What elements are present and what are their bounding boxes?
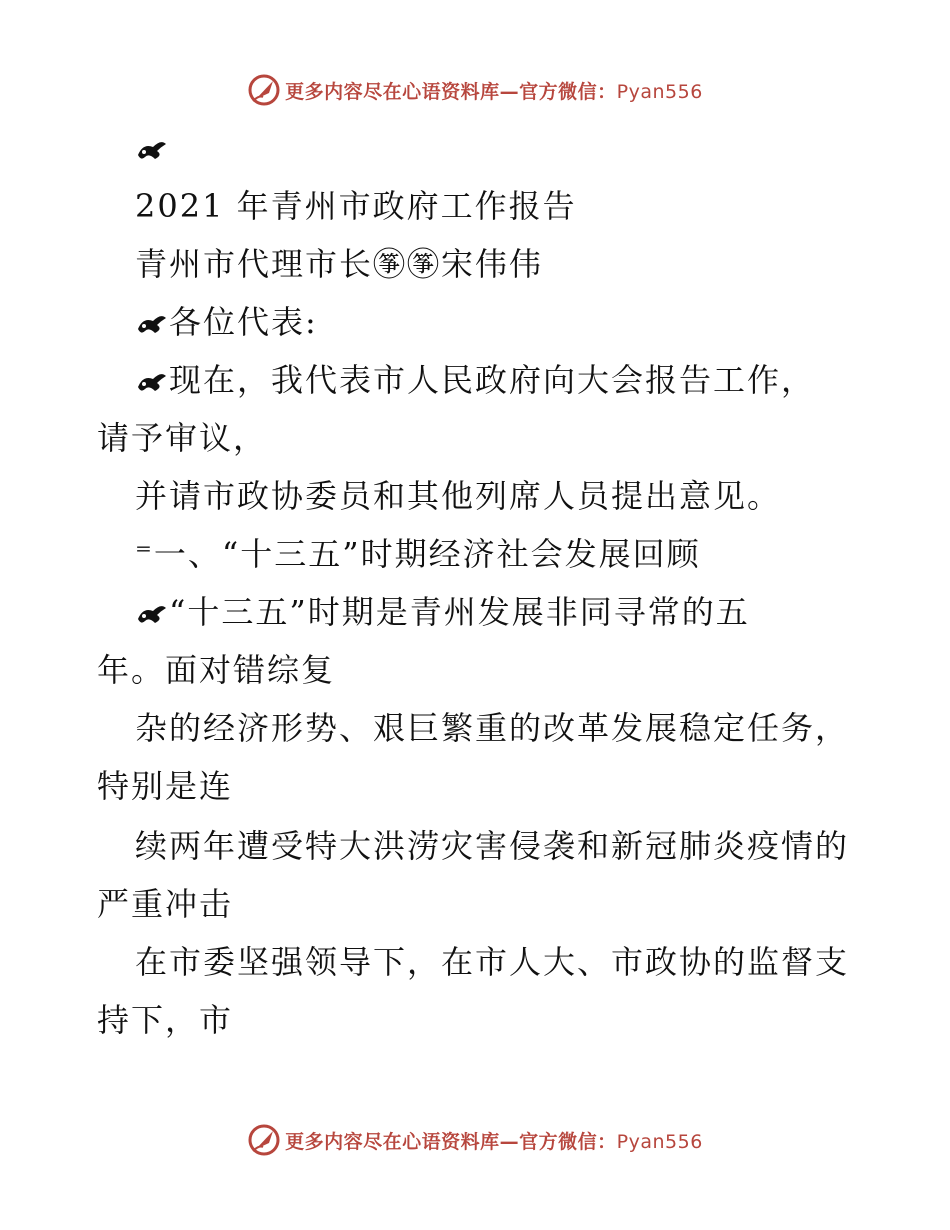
doc-line-salutation: 各位代表: <box>135 302 318 342</box>
fleuron-icon <box>135 135 169 163</box>
quill-logo-icon <box>247 73 281 107</box>
doc-line-15: 在市委坚强领导下，在市人大、市政协的监督支 <box>135 943 850 981</box>
doc-line-10: 年。面对错综复 <box>97 651 336 689</box>
doc-line-14: 严重冲击 <box>97 885 234 923</box>
doc-line-16: 持下，市 <box>97 1001 234 1039</box>
doc-line-13: 续两年遭受特大洪涝灾害侵袭和新冠肺炎疫情的 <box>135 827 850 865</box>
doc-line-6: 请予审议， <box>97 419 268 457</box>
header-watermark-text: 更多内容尽在心语资料库—官方微信： <box>285 80 617 103</box>
quill-logo-icon <box>247 1123 281 1157</box>
doc-line-1 <box>135 128 169 168</box>
footer-watermark-text: 更多内容尽在心语资料库—官方微信： <box>285 1130 617 1153</box>
fleuron-icon <box>135 367 169 395</box>
doc-line-11: 杂的经济形势、艰巨繁重的改革发展稳定任务， <box>135 709 850 747</box>
doc-line-7: 并请市政协委员和其他列席人员提出意见。 <box>135 477 782 515</box>
doc-line-9: “十三五”时期是青州发展非同寻常的五 <box>135 592 750 632</box>
doc-line-12: 特别是连 <box>97 767 234 805</box>
section-heading: ⁼一、“十三五”时期经济社会发展回顾 <box>135 535 701 573</box>
doc-title: 2021 年青州市政府工作报告 <box>135 187 577 225</box>
doc-author: 青州市代理市长㉇㉇宋伟伟 <box>135 245 544 283</box>
fleuron-icon <box>135 309 169 337</box>
header-watermark-id: Pyan556 <box>616 80 703 103</box>
fleuron-icon <box>135 599 169 627</box>
header-watermark <box>0 70 950 110</box>
doc-line-intro: 现在，我代表市人民政府向大会报告工作， <box>135 360 815 400</box>
footer-watermark-id: Pyan556 <box>616 1130 703 1153</box>
footer-watermark <box>0 1120 950 1160</box>
